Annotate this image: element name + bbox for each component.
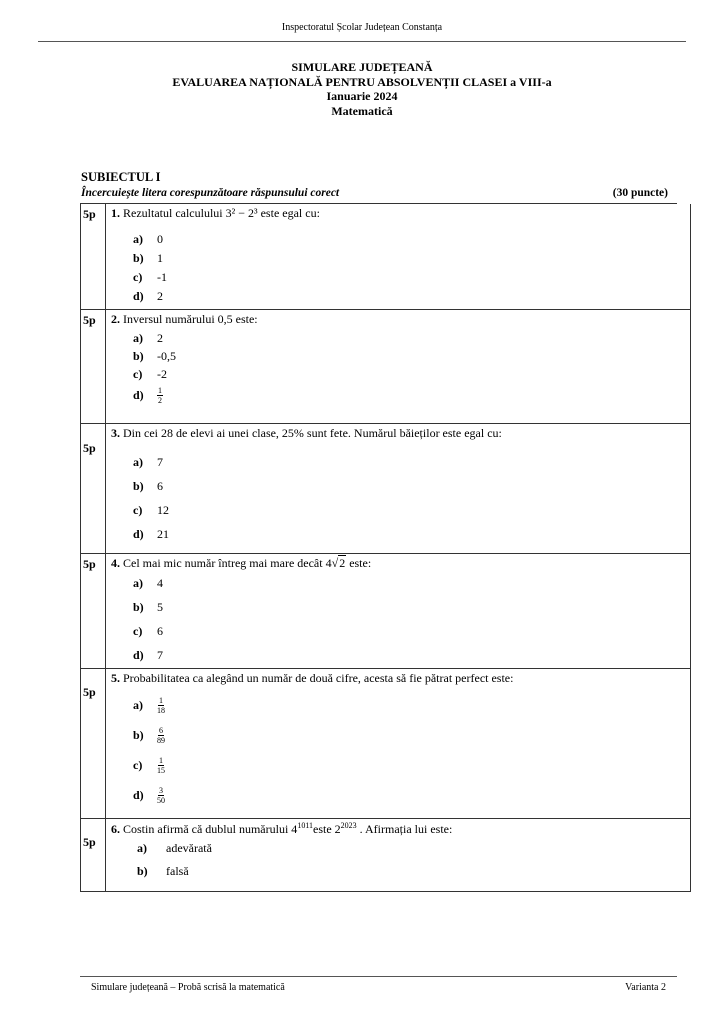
option-d[interactable]: d) 21: [133, 526, 169, 541]
question-row-5: [81, 668, 690, 818]
question-points: 5p: [81, 424, 106, 553]
section-title: SUBIECTUL I: [81, 170, 161, 184]
title-line-1: SIMULARE JUDEȚEANĂ: [291, 60, 433, 74]
option-a[interactable]: a) adevărată: [137, 840, 212, 855]
option-c[interactable]: c) -2: [133, 366, 167, 381]
option-c[interactable]: c) $\frac{1}{15}$: [133, 755, 165, 775]
section-points: (30 puncte): [612, 187, 668, 199]
institution-header: Inspectoratul Școlar Județean Constanța: [281, 22, 443, 33]
question-text: 2. Inversul numărului 0,5 este:: [111, 312, 258, 326]
option-d[interactable]: d) $\frac{1}{2}$: [133, 385, 162, 405]
question-row-1: [81, 204, 690, 309]
question-points: 5p: [81, 669, 106, 818]
options-list: [111, 837, 690, 883]
question-row-3: [81, 423, 690, 553]
question-points: 5p: [81, 819, 106, 891]
math-expression: 3² − 2³: [225, 206, 258, 220]
question-points: 5p: [81, 310, 106, 423]
option-c[interactable]: c) 12: [133, 502, 169, 517]
options-list: [111, 230, 690, 306]
option-c[interactable]: c) 6: [133, 623, 163, 638]
title-line-3: Ianuarie 2024: [326, 89, 398, 103]
title-line-4: Matematică: [331, 103, 393, 118]
options-list: [111, 571, 690, 667]
option-a[interactable]: a) 2: [133, 330, 163, 345]
option-a[interactable]: a) 7: [133, 454, 163, 469]
fraction: $\frac{1}{15}$: [157, 755, 165, 775]
options-list: [111, 690, 690, 810]
options-list: [111, 450, 690, 546]
option-a[interactable]: a) 4: [133, 575, 163, 590]
question-row-4: [81, 553, 690, 668]
option-b[interactable]: b) 6: [133, 478, 163, 493]
option-a[interactable]: a) $\frac{1}{18}$: [133, 695, 165, 715]
option-c[interactable]: c) -1: [133, 270, 167, 284]
question-row-2: [81, 309, 690, 423]
fraction: $\frac{1}{2}$: [158, 385, 162, 405]
questions-table: [80, 204, 691, 892]
title-line-2: EVALUAREA NAȚIONALĂ PENTRU ABSOLVENȚII CLASEI a VIII-a: [172, 74, 552, 89]
options-list: [111, 329, 690, 407]
footer-right: Varianta 2: [625, 982, 666, 993]
footer-rule: [80, 976, 677, 977]
option-b[interactable]: b) falsă: [137, 863, 189, 878]
fraction: $\frac{3}{50}$: [157, 785, 165, 805]
option-b[interactable]: b) 1: [133, 251, 163, 265]
question-points: 5p: [81, 204, 106, 309]
question-text: 3. Din cei 28 de elevi ai unei clase, 25% sunt fete. Numărul băieților este egal cu:: [111, 426, 502, 440]
option-b[interactable]: b) 5: [133, 599, 163, 614]
option-a[interactable]: a) 0: [133, 232, 163, 246]
fraction: $\frac{1}{18}$: [157, 695, 165, 715]
question-points: 5p: [81, 554, 106, 668]
option-d[interactable]: d) $\frac{3}{50}$: [133, 785, 165, 805]
option-d[interactable]: d) 2: [133, 289, 163, 303]
title-block: [0, 60, 724, 118]
header-rule: [38, 41, 686, 42]
question-text: 1. Rezultatul calculului 3² − 2³ este egal cu:: [111, 206, 320, 220]
square-root: √2: [331, 556, 346, 570]
option-d[interactable]: d) 7: [133, 647, 163, 662]
fraction: $\frac{6}{89}$: [157, 725, 165, 745]
option-b[interactable]: b) $\frac{6}{89}$: [133, 725, 165, 745]
question-text: 4. Cel mai mic număr întreg mai mare decât 4√2 este:: [111, 556, 372, 570]
question-row-6: [81, 818, 690, 891]
option-b[interactable]: b) -0,5: [133, 348, 176, 363]
question-text: 5. Probabilitatea ca alegând un număr de două cifre, acesta să fie pătrat perfect este:: [111, 671, 514, 685]
question-text: 6. Costin afirmă că dublul numărului $4^{1011}este$ $2^{2023}$ . Afirmația lui este:: [111, 821, 453, 836]
section-instruction: Încercuiește litera corespunzătoare răspunsului corect: [81, 187, 340, 199]
footer-left: Simulare județeană – Probă scrisă la matematică: [91, 982, 285, 993]
